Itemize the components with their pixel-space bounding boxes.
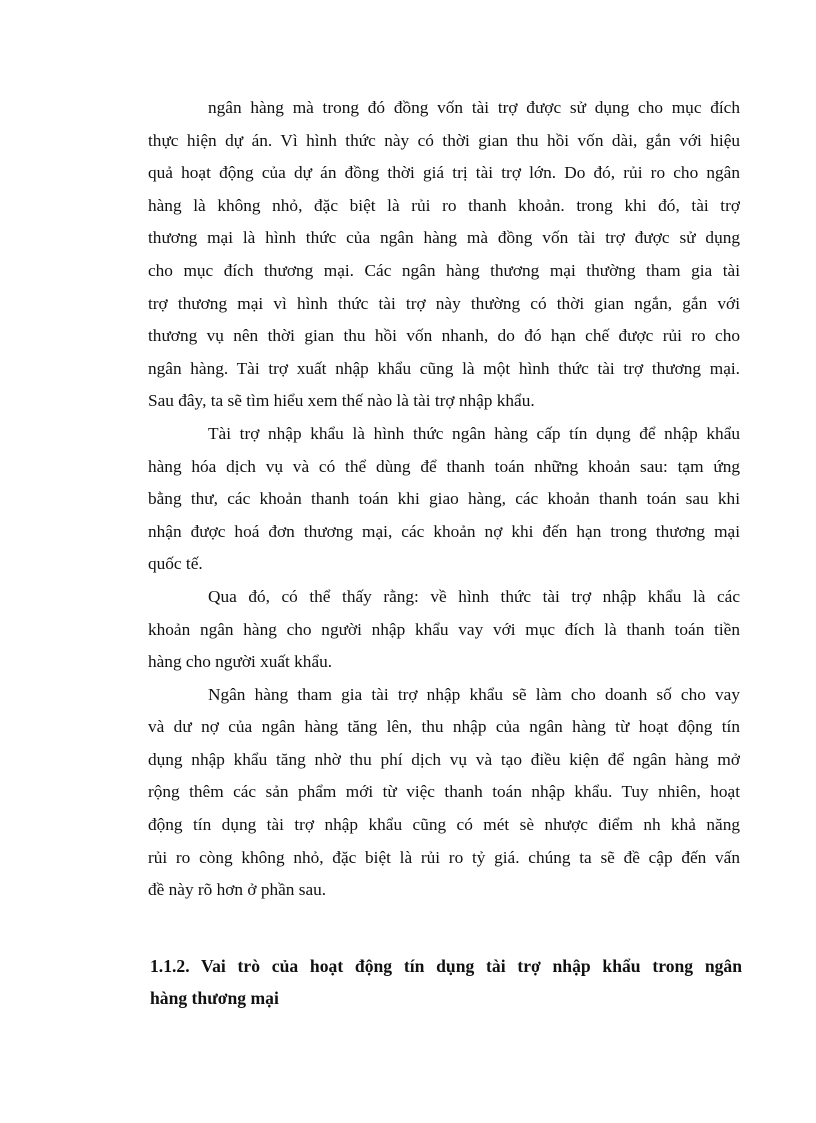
text-line: ngân hàng mà trong đó đồng vốn tài trợ được sử dụng cho mục đích bbox=[208, 98, 740, 117]
text-line: quốc tế. bbox=[148, 554, 203, 574]
text-line: Qua đó, có thể thấy rằng: về hình thức tài trợ nhập khẩu là các bbox=[208, 586, 740, 606]
text-line: Ngân hàng tham gia tài trợ nhập khẩu sẽ làm cho doanh số cho vay bbox=[208, 684, 740, 704]
text-line: hàng hóa dịch vụ và có thể dùng để thanh toán những khoản sau: tạm ứng bbox=[148, 456, 740, 476]
text-line: thương mại là hình thức của ngân hàng mà đồng vốn tài trợ được sử dụng bbox=[148, 228, 740, 248]
text-line: thương vụ nên thời gian thu hồi vốn nhanh, do đó hạn chế được rủi ro cho bbox=[148, 326, 740, 346]
text-line: Tài trợ nhập khẩu là hình thức ngân hàng cấp tín dụng để nhập khẩu bbox=[208, 423, 740, 443]
text-line: rộng thêm các sản phẩm mới từ việc thanh toán nhập khẩu. Tuy nhiên, hoạt bbox=[148, 782, 740, 802]
text-line: Sau đây, ta sẽ tìm hiểu xem thế nào là tài trợ nhập khẩu. bbox=[148, 391, 535, 411]
text-line: dụng nhập khẩu tăng nhờ thu phí dịch vụ và tạo điều kiện để ngân hàng mở bbox=[148, 749, 740, 769]
text-line: thực hiện dự án. Vì hình thức này có thời gian thu hồi vốn dài, gắn với hiệu bbox=[148, 130, 740, 150]
text-line: rủi ro còng không nhỏ, đặc biệt là rủi ro tỷ giá. chúng ta sẽ đề cập đến vấn bbox=[148, 847, 740, 867]
text-line: khoản ngân hàng cho người nhập khẩu vay với mục đích là thanh toán tiền bbox=[148, 619, 740, 639]
paragraph bbox=[148, 679, 740, 907]
text-line: hàng là không nhỏ, đặc biệt là rủi ro thanh khoản. trong khi đó, tài trợ bbox=[148, 195, 740, 215]
text-line: bằng thư, các khoản thanh toán khi giao hàng, các khoản thanh toán sau khi bbox=[148, 489, 740, 509]
paragraph bbox=[148, 581, 740, 679]
text-line: cho mục đích thương mại. Các ngân hàng thương mại thường tham gia tài bbox=[148, 260, 740, 280]
text-line: và dư nợ của ngân hàng tăng lên, thu nhập của ngân hàng từ hoạt động tín bbox=[148, 717, 740, 737]
text-line: động tín dụng tài trợ nhập khẩu cũng có mét sè nhược điểm nh khả năng bbox=[148, 815, 740, 835]
text-line: đề này rõ hơn ở phần sau. bbox=[148, 880, 327, 900]
heading-line: 1.1.2. Vai trò của hoạt động tín dụng tài trợ nhập khẩu trong ngân bbox=[150, 956, 742, 976]
section-heading bbox=[150, 950, 742, 1014]
text-line: quả hoạt động của dự án đồng thời giá trị tài trợ lớn. Do đó, rủi ro cho ngân bbox=[148, 163, 740, 183]
heading-line: hàng thương mại bbox=[150, 988, 279, 1008]
body-text bbox=[148, 92, 740, 907]
paragraph bbox=[148, 418, 740, 581]
text-line: nhận được hoá đơn thương mại, các khoản nợ khi đến hạn trong thương mại bbox=[148, 521, 740, 541]
text-line: trợ thương mại vì hình thức tài trợ này thường có thời gian ngắn, gắn với bbox=[148, 293, 740, 313]
text-line: ngân hàng. Tài trợ xuất nhập khẩu cũng là một hình thức tài trợ thương mại. bbox=[148, 358, 740, 378]
paragraph bbox=[148, 92, 740, 418]
text-line: hàng cho người xuất khẩu. bbox=[148, 652, 333, 672]
